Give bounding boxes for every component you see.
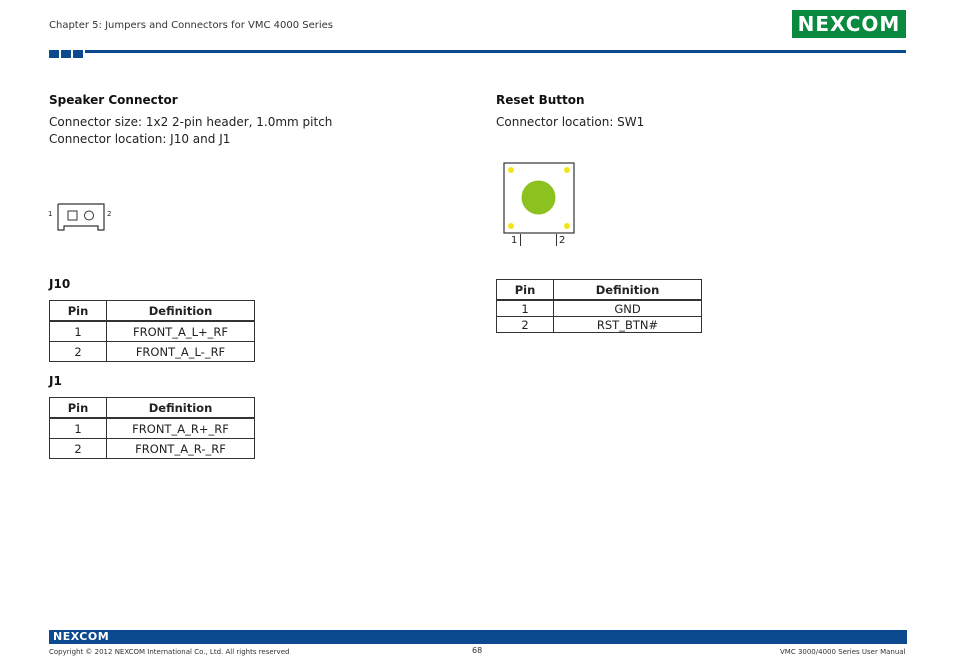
header-square (49, 50, 59, 58)
switch-lead (520, 234, 521, 246)
pin-cell: 2 (497, 317, 554, 333)
pin-cell: 1 (50, 418, 107, 439)
col-pin-header: Pin (50, 301, 107, 322)
definition-cell: RST_BTN# (554, 317, 702, 333)
col-definition-header: Definition (107, 301, 255, 322)
pin-cell: 2 (50, 342, 107, 362)
footer-bar (49, 630, 907, 644)
col-definition-header: Definition (554, 280, 702, 301)
switch-button-circle (522, 181, 556, 215)
speaker-connector-location: Connector location: J10 and J1 (49, 132, 231, 146)
j1-label: J1 (49, 374, 62, 388)
definition-cell: FRONT_A_L-_RF (107, 342, 255, 362)
table-row (50, 439, 255, 459)
j10-label: J10 (49, 277, 71, 291)
reset-switch-diagram (503, 162, 575, 234)
reset-pin-label-1: 1 (511, 235, 518, 246)
j10-pin-table (49, 300, 255, 362)
table-row (50, 321, 255, 342)
switch-corner-pad (508, 223, 514, 229)
header-square (73, 50, 83, 58)
switch-lead (556, 234, 557, 246)
table-row (50, 418, 255, 439)
col-pin-header: Pin (497, 280, 554, 301)
speaker-header-diagram (56, 203, 106, 233)
chapter-title: Chapter 5: Jumpers and Connectors for VMC 4000 Series (49, 20, 333, 31)
table-header-row (50, 398, 255, 419)
speaker-connector-size: Connector size: 1x2 2-pin header, 1.0mm pitch (49, 115, 333, 129)
switch-corner-pad (508, 167, 514, 173)
table-header-row (497, 280, 702, 301)
header-rule (85, 50, 906, 53)
reset-pin-table (496, 279, 702, 333)
page-number: 68 (472, 646, 483, 655)
pin-cell: 1 (497, 300, 554, 317)
definition-cell: GND (554, 300, 702, 317)
table-row (497, 317, 702, 333)
table-row (50, 342, 255, 362)
table-row (497, 300, 702, 317)
col-pin-header: Pin (50, 398, 107, 419)
col-definition-header: Definition (107, 398, 255, 419)
switch-corner-pad (564, 223, 570, 229)
header-square (61, 50, 71, 58)
manual-title: VMC 3000/4000 Series User Manual (780, 648, 906, 656)
footer-copyright: Copyright © 2012 NEXCOM International Co., Ltd. All rights reserved (49, 648, 290, 656)
reset-pin-label-2: 2 (559, 235, 566, 246)
header-squares (49, 50, 83, 58)
nexcom-logo (792, 10, 906, 38)
speaker-pin-label-1: 1 (48, 210, 53, 218)
speaker-connector-title: Speaker Connector (49, 93, 178, 107)
definition-cell: FRONT_A_R+_RF (107, 418, 255, 439)
definition-cell: FRONT_A_R-_RF (107, 439, 255, 459)
table-header-row (50, 301, 255, 322)
j1-pin-table (49, 397, 255, 459)
definition-cell: FRONT_A_L+_RF (107, 321, 255, 342)
pin-cell: 1 (50, 321, 107, 342)
speaker-pin-label-2: 2 (107, 210, 112, 218)
nexcom-logo-text: NEXCOM (797, 12, 901, 36)
footer-logo: NEXCOM (53, 630, 110, 643)
switch-corner-pad (564, 167, 570, 173)
pin-cell: 2 (50, 439, 107, 459)
reset-button-location: Connector location: SW1 (496, 115, 645, 129)
reset-button-title: Reset Button (496, 93, 585, 107)
